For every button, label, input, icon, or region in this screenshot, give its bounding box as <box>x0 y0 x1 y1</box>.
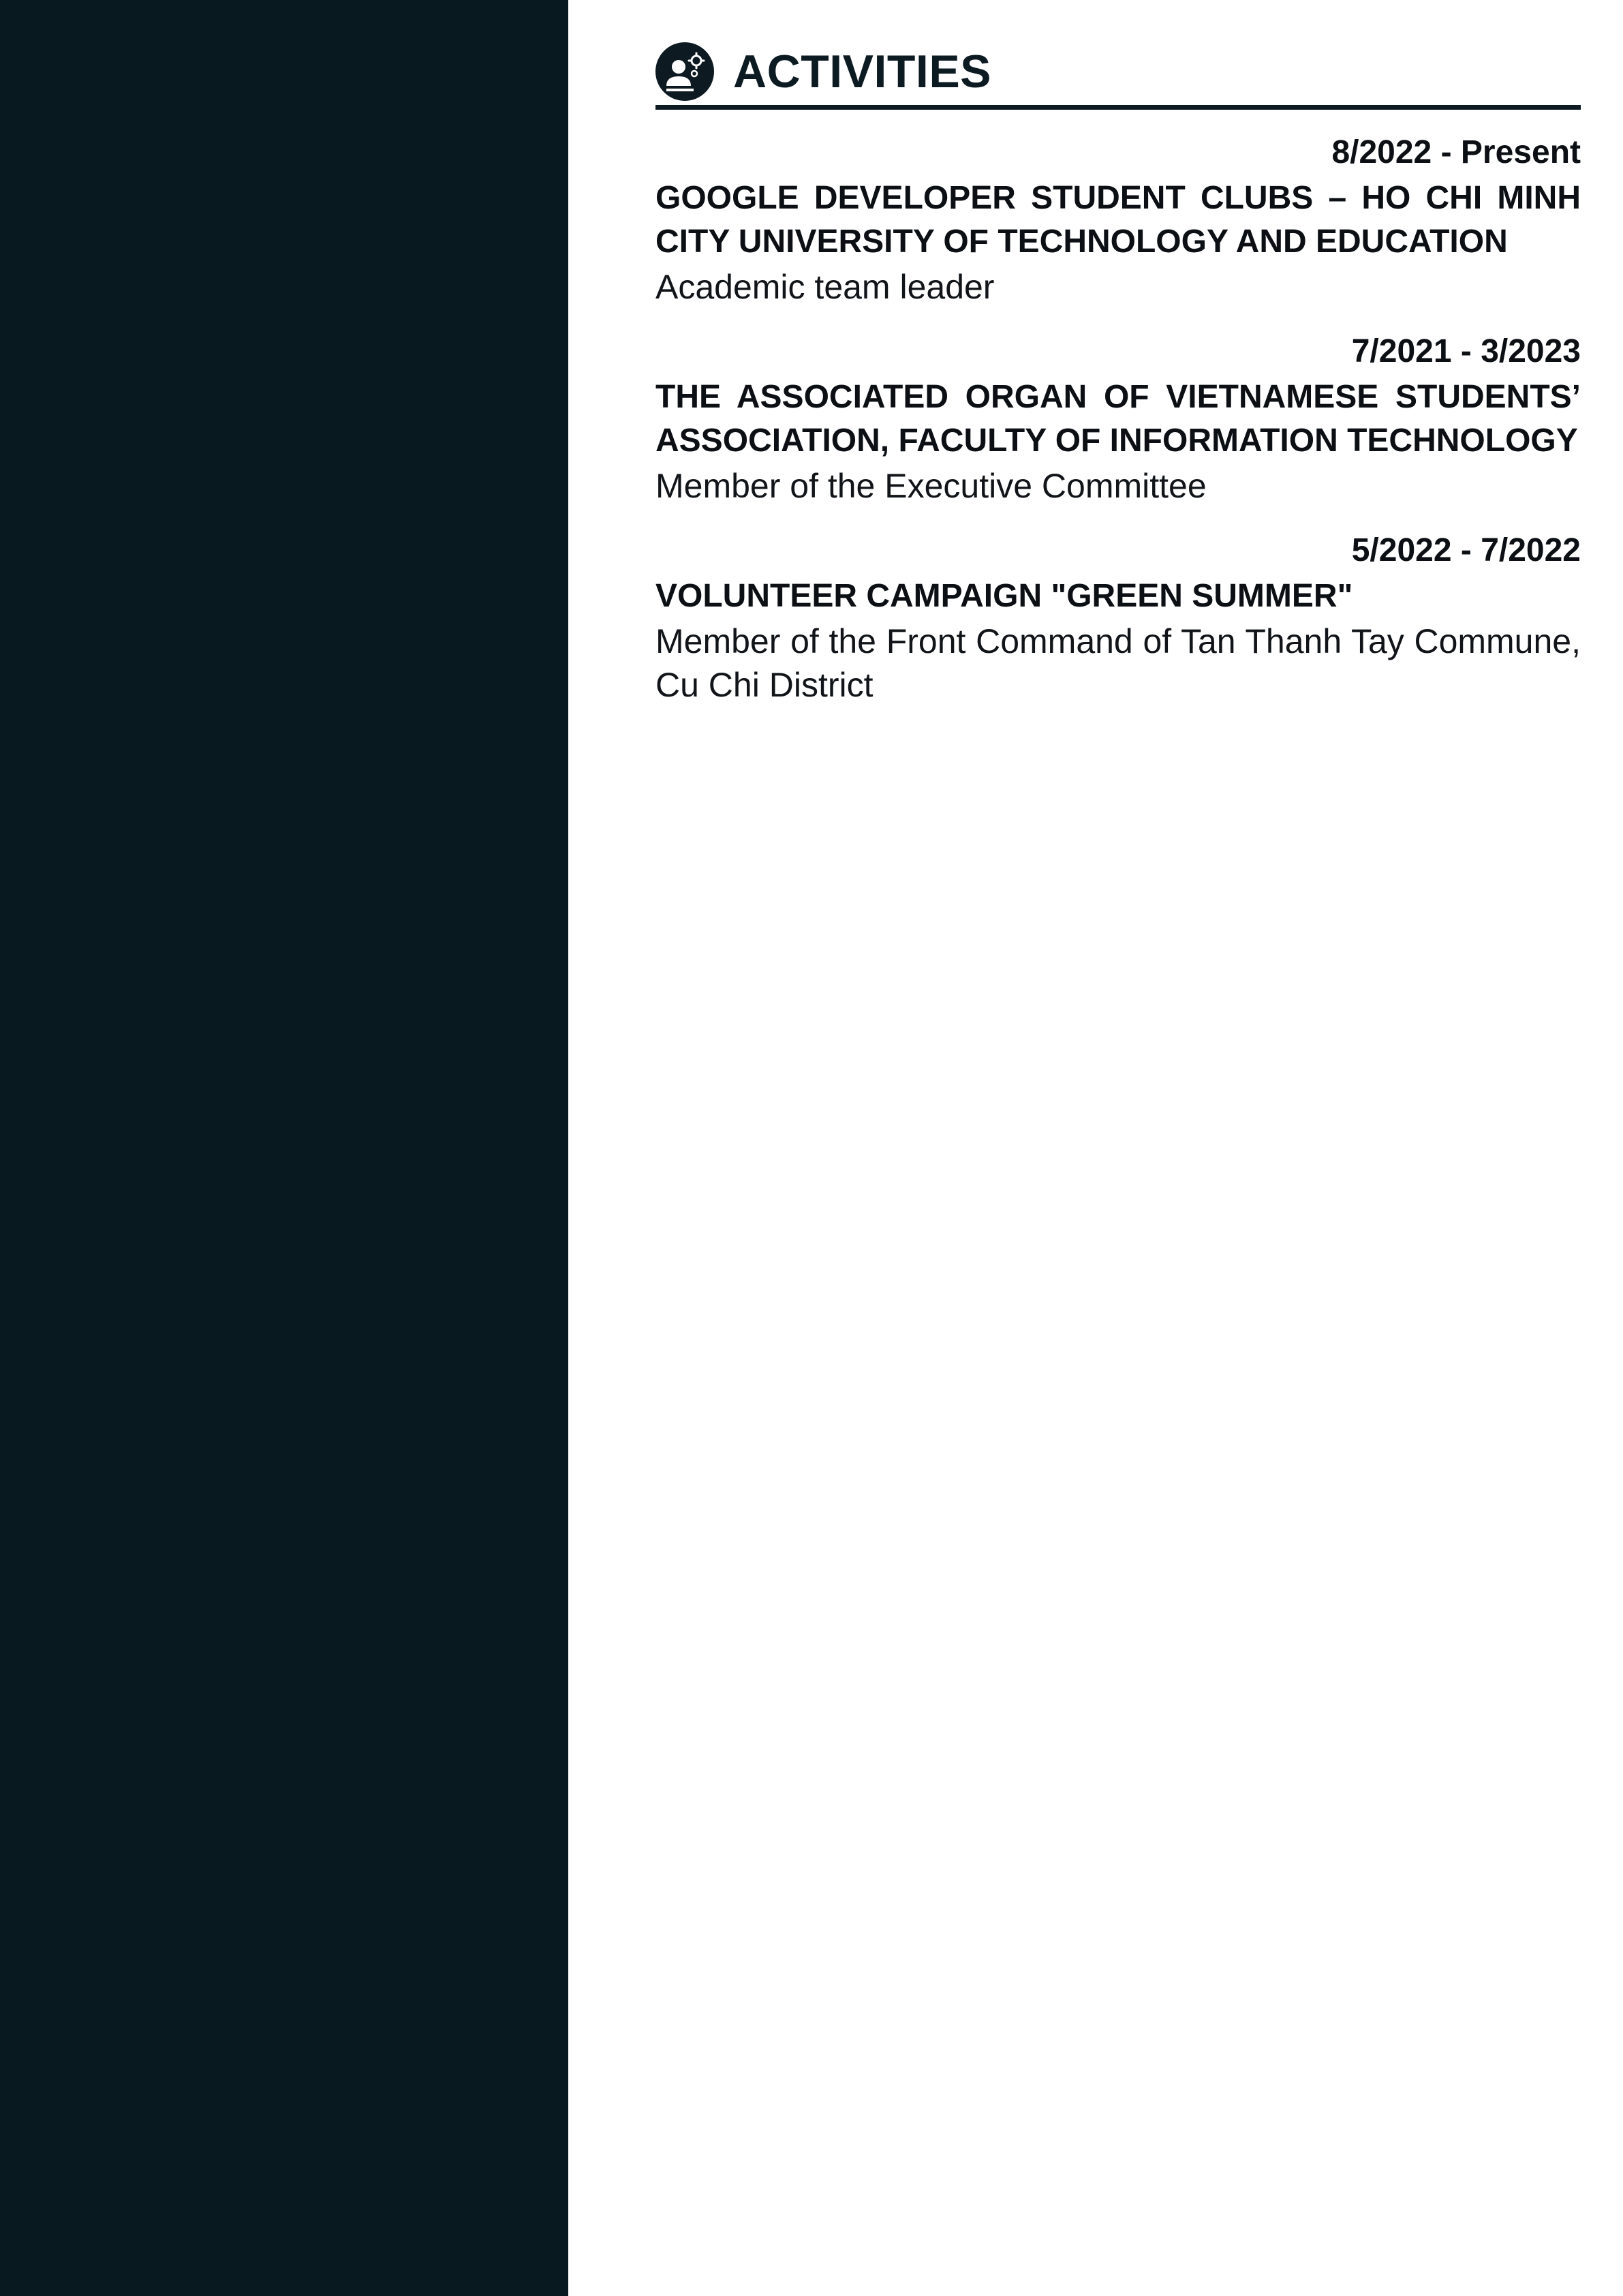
activity-role: Member of the Front Command of Tan Thanh Tay Commune, Cu Chi District <box>655 622 1581 704</box>
activity-date: 8/2022 - Present <box>1331 134 1581 170</box>
activity-role: Academic team leader <box>655 268 995 306</box>
person-gears-icon <box>655 42 714 101</box>
activity-organization: GOOGLE DEVELOPER STUDENT CLUBS – HO CHI MINH CITY UNIVERSITY OF TECHNOLOGY AND EDUCATION <box>655 180 1581 260</box>
activity-organization: VOLUNTEER CAMPAIGN "GREEN SUMMER" <box>655 578 1353 614</box>
activity-organization: THE ASSOCIATED ORGAN OF VIETNAMESE STUDENTS’ ASSOCIATION, FACULTY OF INFORMATION TECHNOLOGY <box>655 379 1581 459</box>
section-title: ACTIVITIES <box>733 46 992 97</box>
activity-date: 5/2022 - 7/2022 <box>1351 532 1581 568</box>
activity-entry <box>655 130 1581 309</box>
activities-section-header <box>655 41 1581 110</box>
main-content <box>655 41 1581 727</box>
activity-role: Member of the Executive Committee <box>655 467 1207 505</box>
activity-entry <box>655 528 1581 707</box>
sidebar-panel <box>0 0 568 2296</box>
activities-list <box>655 130 1581 707</box>
activity-date: 7/2021 - 3/2023 <box>1351 333 1581 369</box>
activity-entry <box>655 329 1581 508</box>
